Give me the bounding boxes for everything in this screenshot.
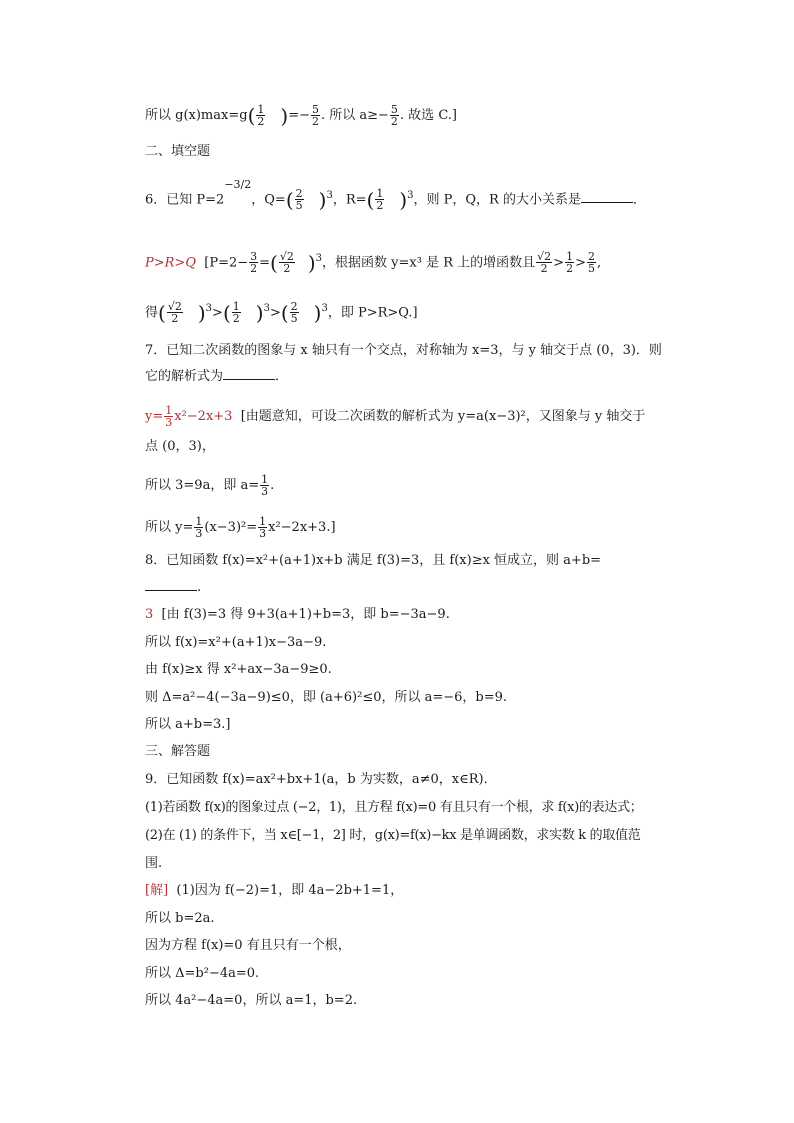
answer-text: P>R>Q (145, 255, 196, 271)
right-paren: ) (280, 103, 289, 128)
exponent: 3 (205, 303, 213, 314)
numerator: 1 (259, 515, 267, 528)
right-paren: ) (307, 250, 316, 275)
right-paren: ) (197, 300, 206, 325)
text-segment: > (269, 305, 281, 321)
text-segment: = (259, 255, 271, 271)
answer-7-line-1 (145, 405, 645, 428)
text-segment: , (596, 255, 602, 271)
fraction (194, 516, 203, 539)
numerator: 1 (566, 250, 574, 264)
answer-blank (223, 367, 275, 380)
fraction (232, 301, 241, 324)
line-gmax (145, 104, 457, 127)
text-segment: 得 (145, 305, 159, 321)
answer-blank (145, 578, 197, 591)
text-segment: > (553, 255, 565, 271)
fraction (249, 251, 258, 274)
left-paren: ( (158, 300, 166, 325)
exponent: 3 (407, 190, 414, 201)
denominator: 2 (250, 262, 258, 276)
fraction (290, 301, 299, 324)
text-segment: 所以 g(x)max=g (145, 108, 248, 123)
fraction (260, 474, 269, 497)
denominator: 5 (290, 312, 298, 326)
answer-8-line-4: 则 Δ=a²−4(−3a−9)≤0，即 (a+6)²≤0，所以 a=−6，b=9. (145, 690, 508, 705)
answer-blank (581, 190, 633, 203)
text-segment: (x−3)²= (204, 520, 258, 535)
left-paren: ( (280, 300, 289, 325)
answer-9-line-5: 所以 4a²−4a=0，所以 a=1，b=2. (145, 993, 358, 1008)
denominator: 3 (261, 485, 269, 498)
answer-9-line-1 (145, 882, 403, 900)
fraction (295, 188, 304, 211)
denominator: 2 (540, 262, 548, 276)
denominator: 5 (295, 199, 303, 213)
answer-text: 3 (145, 607, 154, 622)
text-segment: . (270, 478, 275, 493)
fraction (164, 405, 173, 428)
fraction (375, 188, 384, 211)
numerator: 3 (250, 250, 258, 264)
text-segment: 它的解析式为 (145, 369, 224, 384)
text-segment: ，即 P>R>Q.] (327, 305, 418, 321)
numerator: 1 (165, 404, 173, 417)
answer-9-line-3: 因为方程 f(x)=0 有且只有一个根， (145, 938, 351, 953)
right-paren: ) (255, 300, 264, 325)
answer-text: x²−2x+3 (174, 409, 233, 424)
numerator: √2 (167, 300, 182, 314)
answer-6-line-1 (145, 250, 601, 274)
question-7-line-1: 7．已知二次函数的图象与 x 轴只有一个交点，对称轴为 x=3，与 y 轴交于点 (0，3)．则 (145, 343, 662, 358)
question-9-line-1: 9．已知函数 f(x)=ax²+bx+1(a，b 为实数，a≠0，x∈R)． (145, 772, 497, 787)
denominator: 2 (257, 115, 265, 128)
numerator: √2 (537, 250, 552, 264)
denominator: 3 (195, 527, 203, 540)
denominator: 3 (259, 527, 267, 540)
question-9-line-3: (2)在 (1) 的条件下，当 x∈[−1，2] 时，g(x)=f(x)−kx 是单调函数，求实数 k 的取值范 (145, 828, 641, 843)
left-paren: ( (247, 103, 256, 128)
question-6 (145, 178, 646, 213)
text-segment: . 所以 a≥− (320, 108, 389, 123)
question-7-line-2 (145, 367, 288, 386)
text-segment: ． (275, 369, 289, 384)
numerator: 5 (390, 103, 398, 116)
numerator: 5 (311, 103, 319, 116)
answer-7-line-4 (145, 516, 336, 539)
question-8-line-1: 8．已知函数 f(x)=x²+(a+1)x+b 满足 f(3)=3，且 f(x)≥x 恒成立，则 a+b= (145, 553, 602, 568)
solution-tag: [解] (145, 883, 169, 898)
fraction (565, 251, 574, 274)
text-segment: (1)因为 f(−2)=1，即 4a−2b+1=1， (176, 883, 404, 898)
denominator: 5 (587, 262, 595, 276)
numerator: 2 (295, 187, 303, 201)
text-segment: ，根据函数 y=x³ 是 R 上的增函数且 (322, 255, 536, 271)
text-segment: x²−2x+3.] (268, 520, 336, 535)
denominator: 3 (165, 416, 173, 429)
answer-9-line-4: 所以 Δ=b²−4a=0. (145, 966, 260, 981)
text-segment: ，R= (332, 192, 367, 208)
text-segment: [P=2− (204, 255, 249, 271)
numerator: 1 (195, 515, 203, 528)
left-paren: ( (285, 187, 294, 212)
text-segment: . (197, 580, 202, 595)
text-segment: 所以 y= (145, 520, 194, 535)
denominator: 2 (566, 262, 574, 276)
denominator: 2 (283, 262, 291, 276)
denominator: 2 (376, 199, 384, 213)
denominator: 2 (232, 312, 240, 326)
answer-8-line-5: 所以 a+b=3.] (145, 717, 231, 732)
text-segment: ，则 P，Q，R 的大小关系是 (413, 192, 581, 208)
exponent: 3 (326, 190, 333, 201)
fraction (536, 251, 552, 274)
numerator: 2 (587, 250, 595, 264)
fraction (587, 251, 596, 274)
answer-7-line-3 (145, 474, 274, 497)
numerator: 1 (232, 300, 240, 314)
question-8-line-2 (145, 578, 201, 597)
answer-9-line-2: 所以 b=2a. (145, 911, 215, 926)
text-segment: =− (288, 108, 310, 123)
exponent: 3 (263, 303, 270, 314)
answer-6-line-2 (145, 300, 418, 324)
numerator: 1 (376, 187, 384, 201)
section-title-fill: 二、填空题 (145, 144, 211, 159)
numerator: 1 (257, 103, 265, 116)
numerator: √2 (279, 250, 294, 264)
numerator: 1 (261, 473, 269, 486)
question-9-line-2: (1)若函数 f(x)的图象过点 (−2，1)，且方程 f(x)=0 有且只有一个根，求 f(x)的表达式； (145, 800, 643, 815)
answer-8-line-2: 所以 f(x)=x²+(a+1)x−3a−9. (145, 635, 327, 650)
question-9-line-4: 围. (145, 856, 163, 871)
fraction (279, 251, 295, 274)
text-segment: [由 f(3)=3 得 9+3(a+1)+b=3，即 b=−3a−9. (161, 607, 450, 622)
fraction (256, 104, 265, 127)
text-segment: . 故选 C.] (399, 108, 458, 123)
denominator: 2 (390, 115, 398, 128)
answer-8-line-3: 由 f(x)≥x 得 x²+ax−3a−9≥0. (145, 662, 332, 677)
fraction (390, 104, 399, 127)
exponent: 3 (315, 253, 323, 264)
numerator: 2 (290, 300, 298, 314)
denominator: 2 (311, 115, 319, 128)
text-segment: 6．已知 P=2 (145, 192, 225, 208)
fraction (311, 104, 320, 127)
fraction (258, 516, 267, 539)
exponent: 3 (321, 303, 328, 314)
right-paren: ) (313, 300, 322, 325)
text-segment: 所以 3=9a，即 a= (145, 478, 260, 493)
text-segment: > (212, 305, 223, 321)
left-paren: ( (366, 187, 375, 212)
right-paren: ) (318, 187, 327, 212)
left-paren: ( (222, 300, 231, 325)
answer-8-line-1 (145, 606, 450, 624)
answer-text: y= (145, 409, 164, 424)
denominator: 2 (171, 312, 179, 326)
text-segment: [由题意知，可设二次函数的解析式为 y=a(x−3)²，又图象与 y 轴交于 (240, 409, 646, 424)
text-segment: > (575, 255, 586, 271)
left-paren: ( (270, 250, 278, 275)
answer-7-line-2: 点 (0，3)， (145, 439, 215, 454)
section-title-solve: 三、解答题 (145, 744, 211, 759)
text-segment: ，Q= (251, 192, 286, 208)
fraction (167, 301, 183, 324)
exponent: −3/2 (224, 178, 252, 191)
text-segment: ． (632, 192, 646, 208)
right-paren: ) (399, 187, 408, 212)
